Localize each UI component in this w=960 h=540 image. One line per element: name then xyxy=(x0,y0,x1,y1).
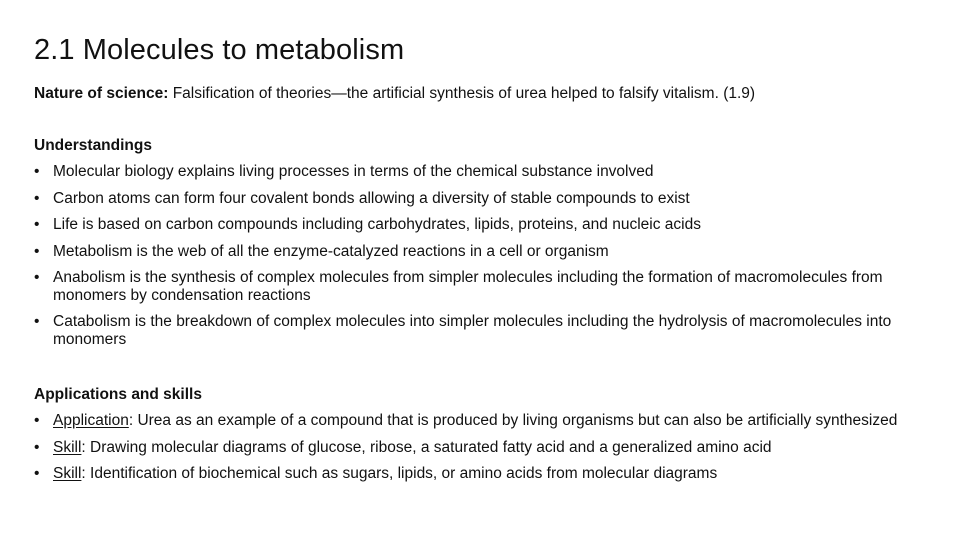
understanding-item xyxy=(34,313,934,348)
nature-of-science-text: Falsification of theories—the artificial synthesis of urea helped to falsify vitalism. (1.9) xyxy=(168,85,756,102)
bullet-icon: • xyxy=(34,242,40,260)
understandings-list xyxy=(34,163,934,357)
understanding-text: Molecular biology explains living processes in terms of the chemical substance involved xyxy=(53,163,654,180)
nature-of-science-label: Nature of science: xyxy=(34,85,169,102)
bullet-icon: • xyxy=(34,412,40,429)
application-item xyxy=(34,412,934,430)
bullet-icon: • xyxy=(34,216,40,233)
understanding-item xyxy=(34,216,934,234)
understanding-item xyxy=(34,269,934,304)
skill-label: Skill xyxy=(53,438,82,456)
understanding-item xyxy=(34,243,934,261)
application-text: : Urea as an example of a compound that is produced by living organisms but can also be artificially synthesized xyxy=(128,412,898,429)
understanding-item xyxy=(34,163,934,181)
skill-text: : Drawing molecular diagrams of glucose, ribose, a saturated fatty acid and a generalized amino acid xyxy=(81,438,772,456)
nature-of-science xyxy=(34,84,755,104)
bullet-icon: • xyxy=(34,313,40,330)
understanding-text: Life is based on carbon compounds including carbohydrates, lipids, proteins, and nucleic acids xyxy=(53,216,701,233)
bullet-icon: • xyxy=(34,189,40,207)
applications-list xyxy=(34,412,934,492)
understanding-item xyxy=(34,190,934,208)
skill-text: : Identification of biochemical such as sugars, lipids, or amino acids from molecular diagrams xyxy=(81,465,718,482)
skill-label: Skill xyxy=(53,465,82,482)
understandings-heading: Understandings xyxy=(34,137,152,154)
bullet-icon: • xyxy=(34,163,40,180)
skill-item xyxy=(34,465,934,483)
understanding-text: Anabolism is the synthesis of complex molecules from simpler molecules including the formation of macromolecules from monomers by condensation reactions xyxy=(53,269,883,304)
bullet-icon: • xyxy=(34,438,40,456)
slide-title: 2.1 Molecules to metabolism xyxy=(34,34,405,66)
application-label: Application xyxy=(53,412,129,429)
bullet-icon: • xyxy=(34,269,40,286)
applications-heading: Applications and skills xyxy=(34,386,202,403)
understanding-text: Carbon atoms can form four covalent bonds allowing a diversity of stable compounds to exist xyxy=(53,189,690,207)
bullet-icon: • xyxy=(34,465,40,482)
skill-item xyxy=(34,439,934,457)
understanding-text: Catabolism is the breakdown of complex molecules into simpler molecules including the hydrolysis of macromolecules into monomers xyxy=(53,313,892,348)
understanding-text: Metabolism is the web of all the enzyme-catalyzed reactions in a cell or organism xyxy=(53,242,609,260)
